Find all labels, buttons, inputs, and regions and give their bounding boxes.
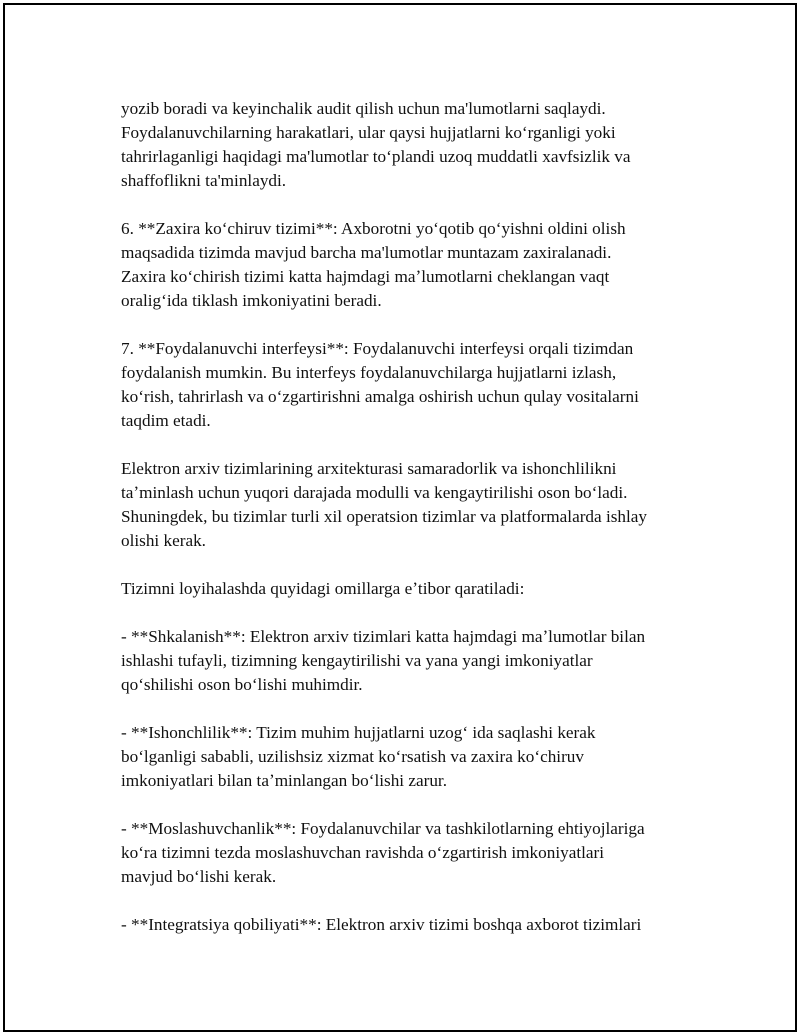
- list-item-flexibility: - **Moslashuvchanlik**: Foydalanuvchilar va tashkilotlarning ehtiyojlariga koʻra tizimni tezda moslashuvchan ravishda oʻzgartirish imkoniyatlari mavjud boʻlishi kerak.: [121, 819, 645, 886]
- list-item-reliability: - **Ishonchlilik**: Tizim muhim hujjatlarni uzogʻ ida saqlashi kerak boʻlganligi sababli, uzilishsiz xizmat koʻrsatish va zaxira koʻchiruv imkoniyatlari bilan taʼminlangan boʻlishi zarur.: [121, 723, 596, 790]
- paragraph-user-interface: 7. **Foydalanuvchi interfeysi**: Foydalanuvchi interfeysi orqali tizimdan foydalanish mumkin. Bu interfeys foydalanuvchilarga hujjatlarni izlash, koʻrish, tahrirlash va oʻzgartirishni amalga oshirish uchun qulay vositalarni taqdim etadi.: [121, 339, 639, 430]
- paragraph-architecture: Elektron arxiv tizimlarining arxitekturasi samaradorlik va ishonchlilikni taʼminlash uchun yuqori darajada modulli va kengaytirilishi oson boʻladi. Shuningdek, bu tizimlar turli xil operatsion tizimlar va platformalarda ishlay olishi kerak.: [121, 459, 647, 550]
- list-item-scalability: - **Shkalanish**: Elektron arxiv tizimlari katta hajmdagi maʼlumotlar bilan ishlashi tufayli, tizimning kengaytirilishi va yana yangi imkoniyatlar qoʻshilishi oson boʻlishi muhimdir.: [121, 627, 646, 694]
- paragraph-design-factors-intro: Tizimni loyihalashda quyidagi omillarga eʼtibor qaratiladi:: [121, 579, 525, 598]
- paragraph-audit-log: yozib boradi va keyinchalik audit qilish uchun ma'lumotlarni saqlaydi. Foydalanuvchilarning harakatlari, ular qaysi hujjatlarni koʻrganligi yoki tahrirlaganligi haqidagi ma'lumotlar toʻplandi uzoq muddatli xavfsizlik va shaffoflikni ta'minlaydi.: [121, 99, 631, 190]
- document-body: [121, 97, 701, 937]
- list-item-integration: - **Integratsiya qobiliyati**: Elektron arxiv tizimi boshqa axborot tizimlari: [121, 915, 642, 934]
- page-frame: [3, 3, 797, 1032]
- paragraph-backup-system: 6. **Zaxira koʻchiruv tizimi**: Axborotni yoʻqotib qoʻyishni oldini olish maqsadida tizimda mavjud barcha ma'lumotlar muntazam zaxiralanadi. Zaxira koʻchirish tizimi katta hajmdagi maʼlumotlarni cheklangan vaqt oraligʻida tiklash imkoniyatini beradi.: [121, 219, 626, 310]
